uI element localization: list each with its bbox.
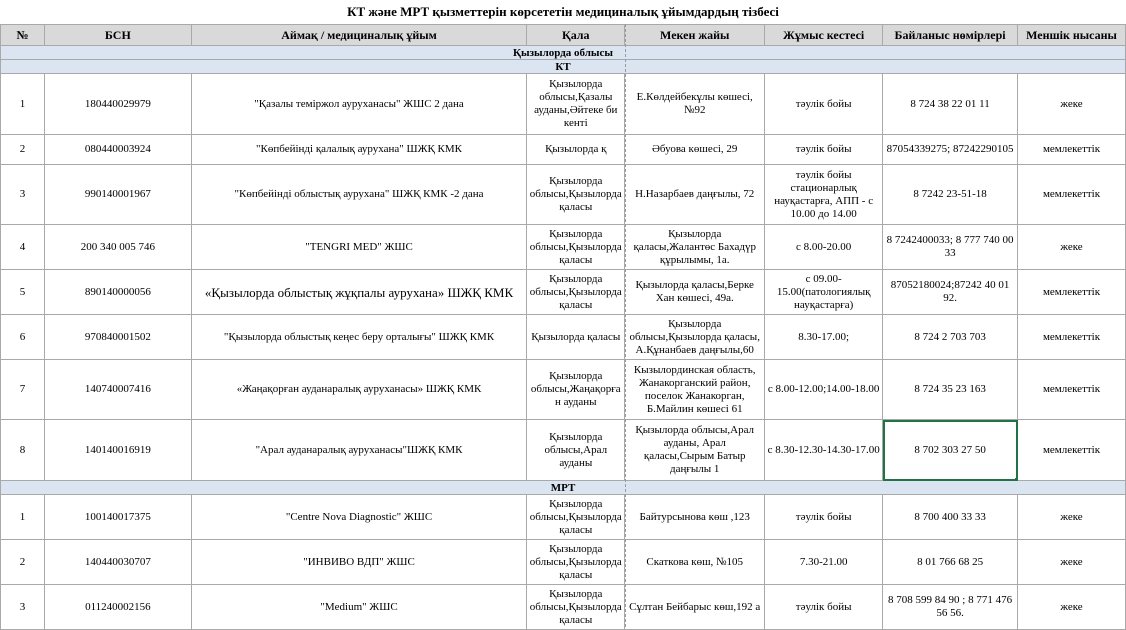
cell-city[interactable]: Қызылорда облысы,Жаңақорға н ауданы — [527, 360, 625, 420]
cell-schedule[interactable]: тәулік бойы — [765, 585, 883, 630]
cell-no[interactable]: 1 — [1, 74, 45, 135]
cell-address[interactable]: Скаткова көш, №105 — [625, 540, 765, 585]
cell-org[interactable]: "Көпбейінді облыстық аурухана" ШЖҚ КМК -2 дана — [191, 165, 527, 225]
cell-phone[interactable]: 8 724 2 703 703 — [883, 315, 1018, 360]
cell-city[interactable]: Қызылорда облысы,Қызылорда қаласы — [527, 270, 625, 315]
cell-no[interactable]: 1 — [1, 495, 45, 540]
table-row — [1, 315, 1126, 360]
cell-address[interactable]: Қызылорда қаласы,Жалантөс Бахадүр құрылымы, 1а. — [625, 225, 765, 270]
cell-city[interactable]: Қызылорда облысы,Қазалы ауданы,Әйтеке би кенті — [527, 74, 625, 135]
cell-address[interactable]: Қызылорда облысы,Қызылорда қаласы, А.Құнанбаев даңғылы,60 — [625, 315, 765, 360]
table-row — [1, 360, 1126, 420]
cell-city[interactable]: Қызылорда облысы,Қызылорда қаласы — [527, 495, 625, 540]
cell-bin[interactable]: 200 340 005 746 — [44, 225, 191, 270]
cell-ownership[interactable]: мемлекеттік — [1018, 165, 1126, 225]
cell-ownership[interactable]: мемлекеттік — [1018, 270, 1126, 315]
region-cell[interactable]: Қызылорда облысы — [1, 46, 1126, 60]
cell-bin[interactable]: 180440029979 — [44, 74, 191, 135]
cell-schedule[interactable]: тәулік бойы стационарлық науқастарға, АПП - с 10.00 до 14.00 — [765, 165, 883, 225]
sheet-title[interactable]: КТ және МРТ қызметтерін көрсететін медициналық ұйымдардың тізбесі — [347, 4, 779, 19]
cell-city[interactable]: Қызылорда облысы,Қызылорда қаласы — [527, 585, 625, 630]
cell-bin[interactable]: 990140001967 — [44, 165, 191, 225]
cell-bin[interactable]: 011240002156 — [44, 585, 191, 630]
cell-address[interactable]: Н.Назарбаев даңғылы, 72 — [625, 165, 765, 225]
cell-city[interactable]: Қызылорда облысы,Арал ауданы — [527, 420, 625, 481]
cell-schedule[interactable]: с 8.30-12.30-14.30-17.00 — [765, 420, 883, 481]
spreadsheet-table — [0, 24, 1126, 630]
cell-phone-text: 8 702 303 27 50 — [914, 443, 986, 456]
cell-phone[interactable]: 8 724 35 23 163 — [883, 360, 1018, 420]
header-schedule[interactable]: Жұмыс кестесі — [765, 25, 883, 46]
cell-org[interactable]: «Жаңақорған ауданаралық ауруханасы» ШЖҚ КМК — [191, 360, 527, 420]
cell-address[interactable]: Қызылорда қаласы,Берке Хан көшесі, 49а. — [625, 270, 765, 315]
cell-ownership[interactable]: мемлекеттік — [1018, 315, 1126, 360]
header-address[interactable]: Мекен жайы — [625, 25, 765, 46]
cell-ownership[interactable]: жеке — [1018, 225, 1126, 270]
cell-no[interactable]: 2 — [1, 135, 45, 165]
cell-city[interactable]: Қызылорда қ — [527, 135, 625, 165]
cell-ownership[interactable]: мемлекеттік — [1018, 360, 1126, 420]
table-row — [1, 225, 1126, 270]
cell-address[interactable]: Байтурсынова көш ,123 — [625, 495, 765, 540]
cell-org[interactable]: "Көпбейінді қалалық аурухана" ШЖҚ КМК — [191, 135, 527, 165]
cell-address[interactable]: Е.Көлдейбекұлы көшесі,№92 — [625, 74, 765, 135]
cell-schedule[interactable]: тәулік бойы — [765, 495, 883, 540]
cell-city[interactable]: Қызылорда қаласы — [527, 315, 625, 360]
cell-phone[interactable]: 87052180024;87242 40 01 92. — [883, 270, 1018, 315]
cell-schedule[interactable]: с 8.00-20.00 — [765, 225, 883, 270]
cell-bin[interactable]: 140440030707 — [44, 540, 191, 585]
selected-cell-phone[interactable] — [883, 420, 1018, 481]
cell-org[interactable]: "TENGRI MED" ЖШС — [191, 225, 527, 270]
cell-schedule[interactable]: 7.30-21.00 — [765, 540, 883, 585]
title-bar — [0, 0, 1126, 24]
fill-handle[interactable] — [1015, 478, 1018, 481]
table-row — [1, 495, 1126, 540]
cell-address[interactable]: Қызылорда облысы,Арал ауданы, Арал қаласы,Сырым Батыр даңғылы 1 — [625, 420, 765, 481]
cell-phone[interactable]: 87054339275; 87242290105 — [883, 135, 1018, 165]
cell-schedule[interactable]: тәулік бойы — [765, 74, 883, 135]
cell-phone[interactable]: 8 700 400 33 33 — [883, 495, 1018, 540]
cell-schedule[interactable]: 8.30-17.00; — [765, 315, 883, 360]
table-row — [1, 165, 1126, 225]
cell-phone[interactable]: 8 7242400033; 8 777 740 00 33 — [883, 225, 1018, 270]
cell-no[interactable]: 2 — [1, 540, 45, 585]
cell-ownership[interactable]: жеке — [1018, 495, 1126, 540]
cell-org[interactable]: "Қазалы теміржол ауруханасы" ЖШС 2 дана — [191, 74, 527, 135]
mrt-section-row — [1, 481, 1126, 495]
cell-no[interactable]: 7 — [1, 360, 45, 420]
cell-bin[interactable]: 890140000056 — [44, 270, 191, 315]
cell-no[interactable]: 8 — [1, 420, 45, 481]
table-row — [1, 540, 1126, 585]
cell-phone[interactable]: 8 708 599 84 90 ; 8 771 476 56 56. — [883, 585, 1018, 630]
header-org[interactable]: Аймақ / медициналық ұйым — [191, 25, 527, 46]
ct-section-row — [1, 60, 1126, 74]
cell-org[interactable]: "Арал ауданаралық ауруханасы"ШЖҚ КМК — [191, 420, 527, 481]
cell-schedule[interactable]: тәулік бойы — [765, 135, 883, 165]
cell-bin[interactable]: 140740007416 — [44, 360, 191, 420]
table-row — [1, 135, 1126, 165]
cell-schedule[interactable]: с 8.00-12.00;14.00-18.00 — [765, 360, 883, 420]
cell-city[interactable]: Қызылорда облысы,Қызылорда қаласы — [527, 225, 625, 270]
cell-org[interactable]: "ИНВИВО ВДП" ЖШС — [191, 540, 527, 585]
cell-no[interactable]: 3 — [1, 585, 45, 630]
cell-org[interactable]: "Medium" ЖШС — [191, 585, 527, 630]
header-bin[interactable]: БСН — [44, 25, 191, 46]
cell-address[interactable]: Әбуова көшесі, 29 — [625, 135, 765, 165]
cell-ownership[interactable]: жеке — [1018, 74, 1126, 135]
table-row — [1, 420, 1126, 481]
table-row — [1, 585, 1126, 630]
cell-ownership[interactable]: жеке — [1018, 540, 1126, 585]
cell-address[interactable]: Кызылординская область, Жанакорганский район, поселок Жанакорган, Б.Майлин көшесі 61 — [625, 360, 765, 420]
cell-address[interactable]: Сұлтан Бейбарыс көш,192 а — [625, 585, 765, 630]
cell-no[interactable]: 6 — [1, 315, 45, 360]
header-row — [1, 25, 1126, 46]
cell-ownership[interactable]: мемлекеттік — [1018, 135, 1126, 165]
cell-city[interactable]: Қызылорда облысы,Қызылорда қаласы — [527, 540, 625, 585]
cell-org[interactable]: «Қызылорда облыстық жұқпалы аурухана» ШЖҚ КМК — [191, 270, 527, 315]
ct-section-cell[interactable]: КТ — [1, 60, 1126, 74]
cell-org[interactable]: "Centre Nova Diagnostic" ЖШС — [191, 495, 527, 540]
table-row — [1, 74, 1126, 135]
cell-bin[interactable]: 970840001502 — [44, 315, 191, 360]
cell-bin[interactable]: 140140016919 — [44, 420, 191, 481]
cell-city[interactable]: Қызылорда облысы,Қызылорда қаласы — [527, 165, 625, 225]
cell-phone[interactable]: 8 01 766 68 25 — [883, 540, 1018, 585]
cell-no[interactable]: 3 — [1, 165, 45, 225]
cell-phone[interactable]: 8 7242 23-51-18 — [883, 165, 1018, 225]
cell-no[interactable]: 4 — [1, 225, 45, 270]
region-row — [1, 46, 1126, 60]
cell-schedule[interactable]: с 09.00-15.00(патологиялық науқастарға) — [765, 270, 883, 315]
cell-org[interactable]: "Қызылорда облыстық кеңес беру орталығы" ШЖҚ КМК — [191, 315, 527, 360]
header-city[interactable]: Қала — [527, 25, 625, 46]
header-no[interactable]: № — [1, 25, 45, 46]
header-phone[interactable]: Байланыс нөмірлері — [883, 25, 1018, 46]
table-row — [1, 270, 1126, 315]
page-break-line — [625, 24, 626, 627]
cell-ownership[interactable]: мемлекеттік — [1018, 420, 1126, 481]
mrt-section-cell[interactable]: МРТ — [1, 481, 1126, 495]
header-ownership[interactable]: Меншік нысаны — [1018, 25, 1126, 46]
cell-ownership[interactable]: жеке — [1018, 585, 1126, 630]
cell-no[interactable]: 5 — [1, 270, 45, 315]
cell-bin[interactable]: 080440003924 — [44, 135, 191, 165]
cell-phone[interactable]: 8 724 38 22 01 11 — [883, 74, 1018, 135]
cell-bin[interactable]: 100140017375 — [44, 495, 191, 540]
